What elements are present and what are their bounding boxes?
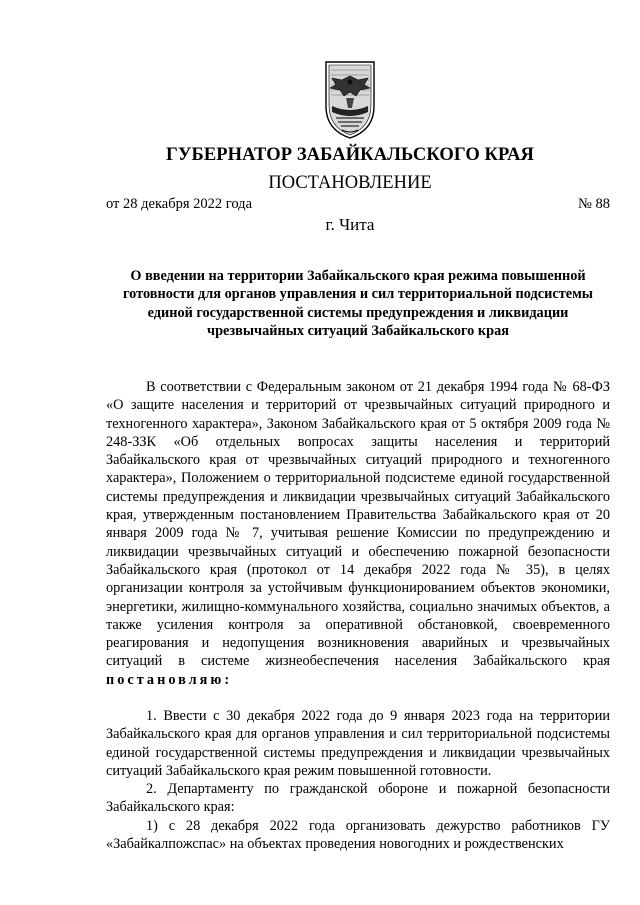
document-subject: О введении на территории Забайкальского края режима повышенной готовности для органов управления и сил территориальной подсистемы единой государственной системы предупреждения и ликвидации чрезвычайных ситуаций Забайкальского края — [123, 268, 593, 339]
decree-item-1: 1. Ввести с 30 декабря 2022 года до 9 января 2023 года на территории Забайкальского края для органов управления и сил территориальной подсистемы единой государственной системы предупреждения и ликвидации чрезвычайных ситуаций Забайкальского края режим повышенной готовности. — [106, 708, 610, 779]
document-city: г. Чита — [325, 215, 375, 234]
decree-item-2-1: 1) с 28 декабря 2022 года организовать дежурство работников ГУ «Забайкалпожспас» на объектах проведения новогодних и рождественских — [106, 817, 610, 853]
zabaykalsky-krai-coat-of-arms-icon — [322, 58, 378, 140]
authority-title: ГУБЕРНАТОР ЗАБАЙКАЛЬСКОГО КРАЯ — [165, 145, 535, 165]
document-kind: ПОСТАНОВЛЕНИЕ — [268, 173, 432, 193]
document-number: № 88 — [578, 196, 610, 212]
decree-items — [106, 707, 610, 853]
document-date: от 28 декабря 2022 года — [106, 196, 252, 212]
decree-word: постановляю: — [106, 671, 233, 688]
preamble-text: В соответствии с Федеральным законом от 21 декабря 1994 года № 68-ФЗ «О защите населения и территорий от чрезвычайных ситуаций природного и техногенного характера», Законом Забайкальского края от 5 октября 2009 года № 248-ЗЗК «Об отдельных вопросах защиты населения и территорий Забайкальского края от чрезвычайных ситуаций природного и техногенного характера», Положением о территориальной подсистеме единой государственной системы предупреждения и ликвидации чрезвычайных ситуаций Забайкальского края, утвержденным постановлением Правительства Забайкальского края от 20 января 2009 года № 7, учитывая решение Комиссии по предупреждению и ликвидации чрезвычайных ситуаций и обеспечению пожарной безопасности Забайкальского края (протокол от 14 декабря 2022 года № 35), в целях организации контроля за устойчивым функционированием объектов экономики, энергетики, жилищно-коммунального хозяйства, социально значимых объектов, а также усиления контроля за оперативной обстановкой, своевременного реагирования и недопущения возникновения аварийных и чрезвычайных ситуаций в системе жизнеобеспечения населения Забайкальского края — [106, 379, 610, 670]
preamble — [106, 378, 610, 689]
decree-item-2: 2. Департаменту по гражданской обороне и пожарной безопасности Забайкальского края: — [106, 781, 610, 816]
